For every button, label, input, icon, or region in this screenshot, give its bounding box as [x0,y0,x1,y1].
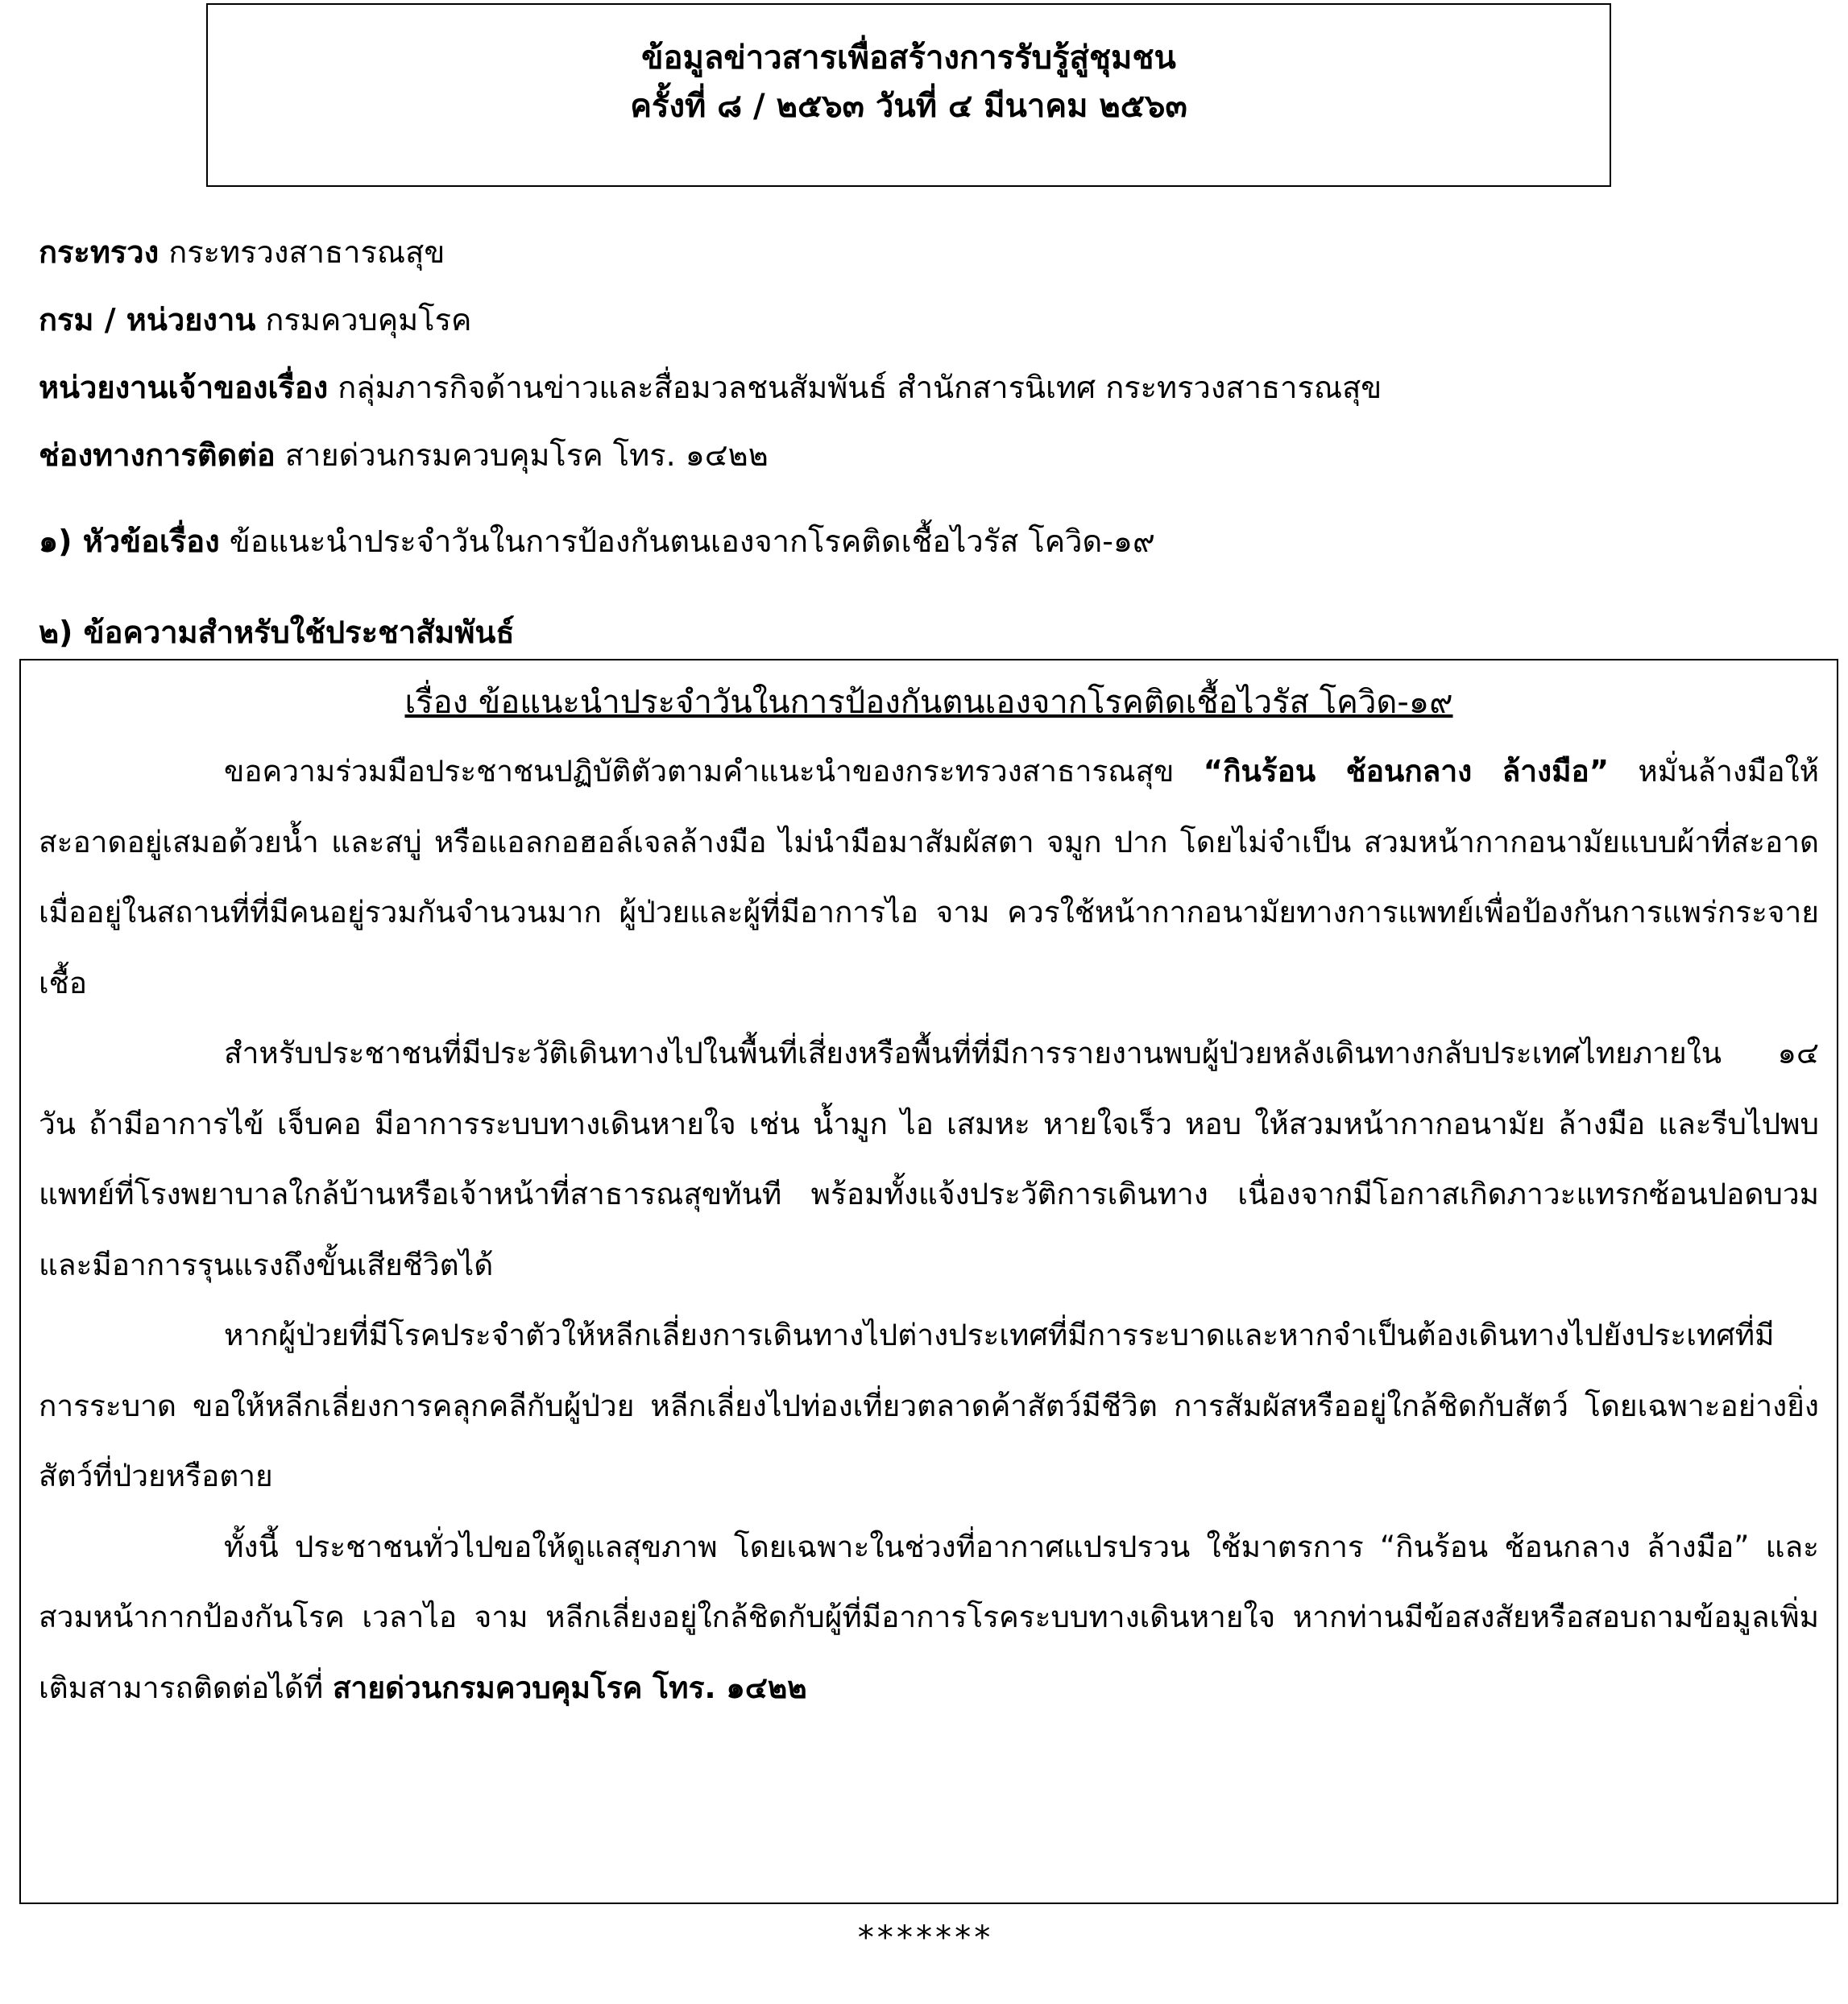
pr-label: ๒) ข้อความสำหรับใช้ประชาสัมพันธ์ [39,615,515,650]
pr-heading [39,608,1811,656]
topic-line [39,517,1811,565]
owner-value: กลุ่มภารกิจด้านข่าวและสื่อมวลชนสัมพันธ์ สำนักสารนิเทศ กระทรวงสาธารณสุข [328,370,1382,405]
contact-label: ช่องทางการติดต่อ [39,437,276,473]
topic-value: ข้อแนะนำประจำวันในการป้องกันตนเองจากโรคติดเชื้อไวรัส โควิด-๑๙ [219,524,1155,559]
press-message-box [19,659,1838,1904]
end-separator: ******* [856,1919,992,1956]
paragraph-travelers: สำหรับประชาชนที่มีประวัติเดินทางไปในพื้นที่เสี่ยงหรือพื้นที่ที่มีการรายงานพบผู้ป่วยหลังเดินทางกลับประเทศไทยภายใน ๑๔ วัน ถ้ามีอาการไข้ เจ็บคอ มีอาการระบบทางเดินหายใจ เช่น น้ำมูก ไอ เสมหะ หายใจเร็ว หอบ ให้สวมหน้ากากอนามัย ล้างมือ และรีบไปพบแพทย์ที่โรงพยาบาลใกล้บ้านหรือเจ้าหน้าที่สาธารณสุขทันที พร้อมทั้งแจ้งประวัติการเดินทาง เนื่องจากมีโอกาสเกิดภาวะแทรกซ้อนปอดบวมและมีอาการรุนแรงถึงขั้นเสียชีวิตได้ [39,1036,1819,1282]
paragraph-general-advice [39,1512,1819,1724]
department-line [39,296,1811,344]
ministry-line [39,228,1811,276]
ministry-label: กระทรวง [39,234,160,270]
message-subject: เรื่อง ข้อแนะนำประจำวันในการป้องกันตนเองจากโรคติดเชื้อไวรัส โควิด-๑๙ [404,684,1453,721]
hotline-bold: สายด่วนกรมควบคุมโรค โทร. ๑๔๒๒ [332,1670,807,1705]
contact-line [39,431,1811,479]
paragraph-hygiene-intro: ขอความร่วมมือประชาชนปฏิบัติตัวตามคำแนะนำของกระทรวงสาธารณสุข [224,754,1204,789]
paragraph-hygiene-body: หมั่นล้างมือให้สะอาดอยู่เสมอด้วยน้ำ และสบู่ หรือแอลกอฮอล์เจลล้างมือ ไม่นำมือมาสัมผัสตา จมูก ปาก โดยไม่จำเป็น สวมหน้ากากอนามัยแบบผ้าที่สะอาดเมื่ออยู่ในสถานที่ที่มีคนอยู่รวมกันจำนวนมาก ผู้ป่วยและผู้ที่มีอาการไอ จาม ควรใช้หน้ากากอนามัยทางการแพทย์เพื่อป้องกันการแพร่กระจายเชื้อ [39,754,1819,1000]
issue-date-line: ครั้งที่ ๘ / ๒๕๖๓ วันที่ ๔ มีนาคม ๒๕๖๓ [630,88,1187,125]
document-title: ข้อมูลข่าวสารเพื่อสร้างการรับรู้สู่ชุมชน [641,39,1176,77]
paragraph-hygiene [39,736,1819,1018]
ministry-value: กระทรวงสาธารณสุข [159,234,445,270]
document-title-box [206,3,1611,187]
paragraph-general-advice-body: ทั้งนี้ ประชาชนทั่วไปขอให้ดูแลสุขภาพ โดยเฉพาะในช่วงที่อากาศแปรปรวน ใช้มาตรการ “กินร้อน ช้อนกลาง ล้างมือ” และสวมหน้ากากป้องกันโรค เวลาไอ จาม หลีกเลี่ยงอยู่ใกล้ชิดกับผู้ที่มีอาการโรคระบบทางเดินหายใจ หากท่านมีข้อสงสัยหรือสอบถามข้อมูลเพิ่มเติมสามารถติดต่อได้ที่ [39,1529,1819,1705]
owner-line [39,363,1811,412]
department-value: กรมควบคุมโรค [255,302,472,337]
department-label: กรม / หน่วยงาน [39,302,256,337]
paragraph-chronic-patients: หากผู้ป่วยที่มีโรคประจำตัวให้หลีกเลี่ยงการเดินทางไปต่างประเทศที่มีการระบาดและหากจำเป็นต้องเดินทางไปยังประเทศที่มีการระบาด ขอให้หลีกเลี่ยงการคลุกคลีกับผู้ป่วย หลีกเลี่ยงไปท่องเที่ยวตลาดค้าสัตว์มีชีวิต การสัมผัสหรืออยู่ใกล้ชิดกับสัตว์ โดยเฉพาะอย่างยิ่งสัตว์ที่ป่วยหรือตาย [39,1318,1819,1493]
topic-label: ๑) หัวข้อเรื่อง [39,524,220,559]
contact-value: สายด่วนกรมควบคุมโรค โทร. ๑๔๒๒ [275,437,769,473]
owner-label: หน่วยงานเจ้าของเรื่อง [39,370,329,405]
slogan-bold: “กินร้อน ช้อนกลาง ล้างมือ” [1203,754,1610,789]
